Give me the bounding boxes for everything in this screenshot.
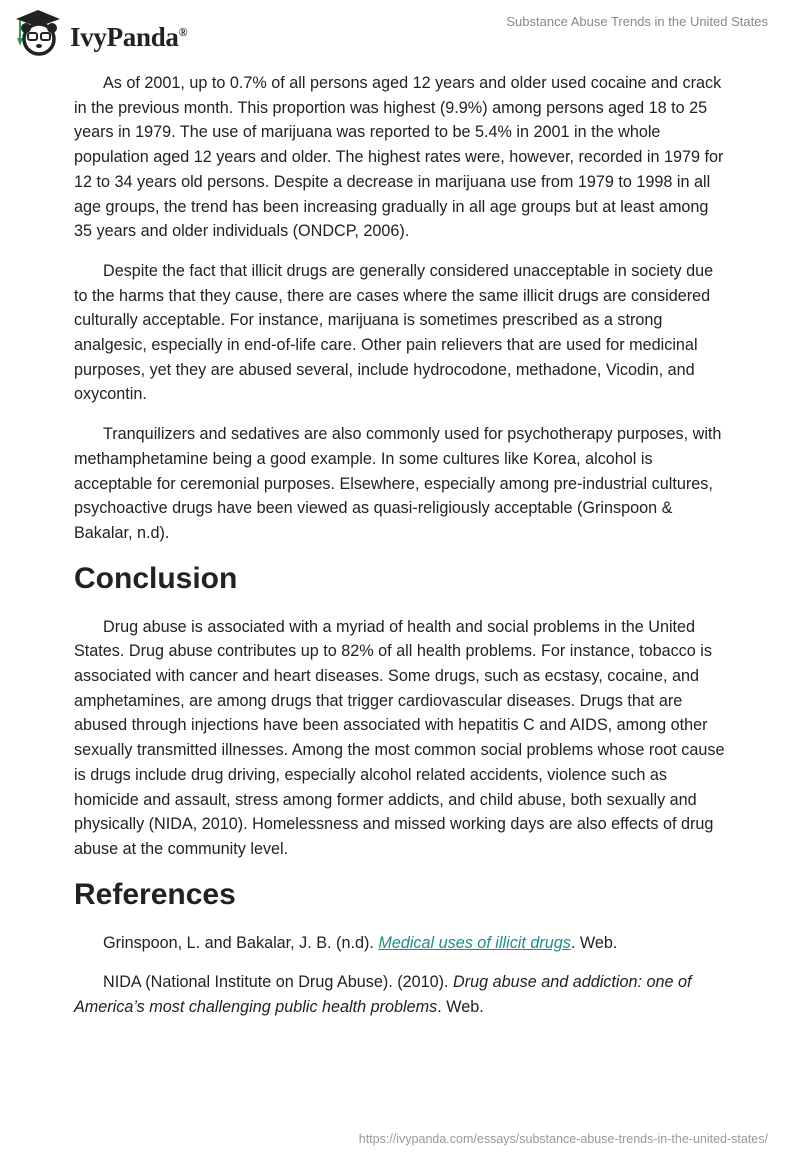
logo[interactable] <box>12 8 187 56</box>
reference-title: Drug abuse and addiction: one of America’s most challenging public health problems <box>74 973 692 1017</box>
essay-content <box>74 71 728 1035</box>
reference-link[interactable]: Medical uses of illicit drugs <box>378 933 571 952</box>
header <box>0 0 800 60</box>
panda-logo-icon <box>12 8 64 56</box>
logo-text: IvyPanda® <box>70 21 188 52</box>
reference-authors: Grinspoon, L. and Bakalar, J. B. (n.d). <box>103 933 379 952</box>
reference-authors: NIDA (National Institute on Drug Abuse). (2010). <box>103 973 454 992</box>
reference-suffix: . Web. <box>570 933 618 952</box>
body-paragraph: Despite the fact that illicit drugs are generally considered unacceptable in society due to the harms that they cause, there are cases where the same illicit drugs are considered culturally acceptable. For instance, marijuana is sometimes prescribed as a strong analgesic, especially in end-of-life care. Other pain relievers that are used for medicinal purposes, yet they are abused several, include hydrocodone, methadone, Vicodin, and oxycontin. <box>74 261 714 404</box>
reference-item <box>74 970 728 1019</box>
conclusion-paragraph: Drug abuse is associated with a myriad of health and social problems in the United States. Drug abuse contributes up to 82% of all health problems. For instance, tobacco is associated with cancer and heart diseases. Some drugs, such as ecstasy, cocaine, and amphetamines, are among drugs that trigger cardiovascular diseases. Drugs that are abused through injections have been associated with hepatitis C and AIDS, among other sexually transmitted illnesses. Among the most common social problems whose root cause is drugs include drug driving, especially alcohol related accidents, violence such as homicide and assault, stress among former addicts, and child abuse, both sexually and physically (NIDA, 2010). Homelessness and missed working days are also effects of drug abuse at the community level. <box>74 617 725 858</box>
conclusion-heading: Conclusion <box>74 561 238 595</box>
body-paragraph: As of 2001, up to 0.7% of all persons aged 12 years and older used cocaine and crack in the previous month. This proportion was highest (9.9%) among persons aged 18 to 25 years in 1979. The use of marijuana was reported to be 5.4% in 2001 in the whole population aged 12 years and older. The highest rates were, however, recorded in 1979 for 12 to 34 years old persons. Despite a decrease in marijuana use from 1979 to 1998 in all age groups, the trend has been increasing gradually in all age groups but at least among 35 years and older individuals (ONDCP, 2006). <box>74 74 724 241</box>
footer-url: https://ivypanda.com/essays/substance-abuse-trends-in-the-united-states/ <box>358 1132 768 1146</box>
references-heading: References <box>74 877 236 911</box>
document-title: Substance Abuse Trends in the United States <box>506 14 768 29</box>
body-paragraph: Tranquilizers and sedatives are also commonly used for psychotherapy purposes, with methamphetamine being a good example. In some cultures like Korea, alcohol is acceptable for ceremonial purposes. Elsewhere, especially among pre-industrial cultures, psychoactive drugs have been viewed as quasi-religiously acceptable (Grinspoon & Bakalar, n.d). <box>74 425 722 542</box>
reference-suffix: . Web. <box>437 998 484 1017</box>
reference-item <box>74 931 728 956</box>
